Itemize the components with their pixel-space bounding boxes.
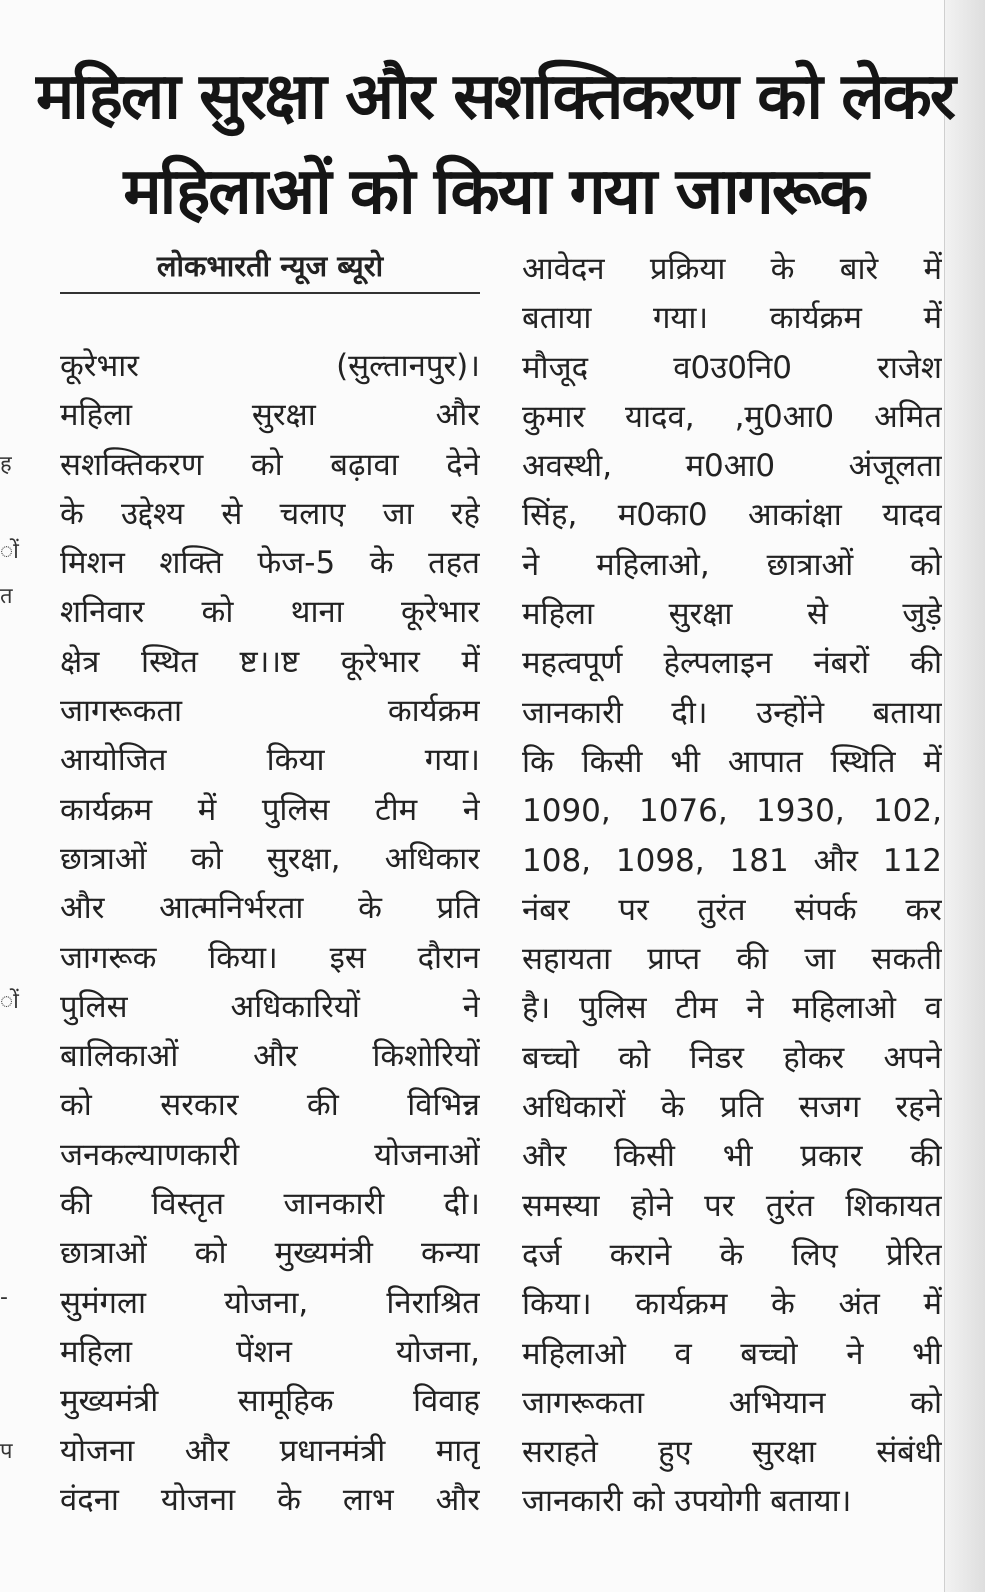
article-word: समस्या [522,1187,600,1224]
adjacent-column-fragments [0,0,22,1592]
article-column-1 [60,342,480,1525]
article-line [60,1476,480,1525]
article-word: दी। [671,694,708,731]
article-word: कार्यक्रम [60,791,153,828]
article-word: होकर [783,1039,845,1076]
article-word: अधिकारियों [230,988,360,1025]
edge-fragment: - [0,1285,8,1310]
article-word: होने [631,1187,673,1224]
article-line [60,441,480,490]
article-line [522,1280,942,1329]
article-word: बच्चो [740,1335,798,1372]
article-word: तहत [428,545,480,582]
article-word: गया। [424,742,480,779]
article-word: प्राप्त [647,941,701,978]
article-word: आकांक्षा [748,497,842,534]
article-word: को [194,1235,227,1272]
article-word: शनिवार [60,594,145,631]
article-word: के [358,890,382,927]
article-word: वंदना [60,1481,119,1518]
article-word: महत्वपूर्ण [522,645,623,682]
article-word: पर [704,1187,735,1224]
article-word: जागरूकता [60,693,183,730]
article-word: को [618,1039,651,1076]
article-word: जागरूकता [522,1384,645,1421]
article-word: से [806,596,828,633]
article-word: कार्यक्रम [635,1286,728,1323]
article-word: पेंशन [236,1333,292,1370]
article-word: कार्यक्रम [769,300,862,337]
article-word: अभियान [728,1384,826,1421]
article-word: योजना [60,1432,135,1469]
headline [30,50,960,240]
article-word: कि [522,743,554,780]
article-word: और [435,1481,480,1518]
article-word: अंजूलता [848,448,942,485]
edge-fragment: ों [0,539,19,564]
article-word: नंबरों [813,645,870,682]
article-word: की [60,1186,92,1223]
article-line [522,245,942,294]
article-word: सुरक्षा [752,1434,816,1471]
article-word: महिलाओ, [596,546,710,583]
article-word: ष्ट।।ष्ट [239,643,300,680]
article-word: निडर [689,1039,744,1076]
article-line [522,689,942,738]
article-word: और [813,842,858,879]
article-word: बालिकाओं [60,1038,179,1075]
article-word: को [910,546,942,583]
article-word: की [306,1087,339,1124]
article-word: मुख्यमंत्री [60,1383,159,1420]
article-word: पर [618,891,649,928]
article-line [522,787,942,836]
article-word: यादव, [625,398,695,435]
headline-line-1: महिला सुरक्षा और सशक्तिकरण को लेकर [36,60,954,134]
article-word: इस [329,939,366,976]
article-word: अवस्थी, [522,448,613,485]
article-word: व0उ0नि0 [673,349,792,386]
article-word: दौरान [417,939,480,976]
article-line [522,1083,942,1132]
article-word: कूरेभार [400,594,480,631]
article-word: मौजूद [522,349,589,386]
article-line [60,1377,480,1426]
article-word: हेल्पलाइन [663,645,773,682]
article-word: ने [462,988,480,1025]
article-line [522,1330,942,1379]
article-word: के [719,1236,744,1273]
article-word: कन्या [421,1235,480,1272]
article-line [60,835,480,884]
article-word: में [923,251,942,287]
article-word: विभिन्न [407,1087,480,1124]
article-word: के [771,1286,795,1323]
article-line [522,1132,942,1181]
article-word: सजग [798,1089,861,1126]
article-word: 112 [882,842,942,879]
byline: लोकभारती न्यूज ब्यूरो [156,249,384,283]
article-word: दर्ज [522,1236,562,1273]
article-word: के [770,251,795,287]
article-line [60,786,480,835]
edge-fragment: प [0,1439,13,1464]
article-word: 1930, [755,793,845,830]
edge-fragment: त [0,584,13,609]
article-word: और [522,1138,567,1175]
article-word: किया [266,742,325,779]
article-word: सुरक्षा [668,596,733,633]
article-word: मुख्यमंत्री [274,1235,373,1272]
article-word: आयोजित [60,742,167,779]
article-word: लिए [791,1236,838,1273]
article-word: में [923,743,942,780]
article-word: से [221,495,243,532]
article-word: चलाए [279,495,346,532]
article-word: राजेश [877,349,942,386]
article-word: 1090, [522,793,611,830]
article-word: सुमंगला [60,1284,146,1321]
article-word: उन्होंने [756,694,825,731]
article-word: विवाह [412,1383,480,1420]
article-word: के [60,495,84,532]
article-line [60,638,480,687]
article-word: स्थित [140,643,198,680]
article-word: किसी [581,743,643,780]
article-word: म0का0 [617,497,708,534]
article-line [522,541,942,590]
article-word: महिलाओ [792,990,896,1027]
article-line [60,1131,480,1180]
article-word: अपने [883,1039,942,1076]
article-word: कूरेभार [60,348,139,384]
article-word: को [910,1384,942,1421]
article-line [522,984,942,1033]
edge-fragment: ह [0,452,12,477]
article-word: योजना, [224,1284,309,1321]
article-word: थाना [290,594,344,631]
article-word: तुरंत [765,1187,814,1224]
article-word: सुरक्षा [251,397,316,434]
article-word: उद्देश्य [121,495,185,532]
article-word: आपात [727,743,803,780]
article-word: कूरेभार [340,643,420,680]
article-line [522,1182,942,1231]
article-line [60,1427,480,1476]
article-word: बारे [839,251,879,287]
article-word: किया। [522,1286,592,1323]
article-word: सशक्तिकरण [60,446,204,483]
article-word: ,मु0आ0 [734,398,835,435]
article-word: प्रधानमंत्री [279,1432,386,1469]
article-word: जनकल्याणकारी [60,1136,240,1173]
article-word: को [250,446,283,483]
article-line [60,1081,480,1130]
article-line [60,736,480,785]
article-word: 1076, [638,793,728,830]
article-word: अधिकार [384,840,480,877]
article-word: ने [522,546,540,583]
article-word: सामूहिक [237,1383,334,1420]
article-word: जागरूक [60,939,157,976]
article-word: जुड़े [902,596,942,633]
article-word: में [197,791,217,828]
article-word: (सुल्तानपुर)। [336,348,480,384]
article-word: की [910,645,942,682]
article-word: प्रकार [800,1138,863,1175]
article-word: गया। [652,300,709,337]
article-word: जानकारी [522,694,623,731]
article-word: संपर्क [794,891,857,928]
article-word: 181 [729,842,789,879]
article-word: भी [722,1138,753,1175]
article-word: के [660,1089,685,1126]
article-line [522,442,942,491]
article-line [60,884,480,933]
article-word: 108, [522,842,592,879]
article-line [60,342,480,391]
article-word: 1098, [615,842,705,879]
article-word: बताया [522,300,592,337]
article-line [60,1279,480,1328]
article-line [60,934,480,983]
article-word: विस्तृत [151,1186,224,1223]
article-line [522,1034,942,1083]
article-word: महिला [60,397,133,434]
article-word: रहने [895,1089,942,1126]
article-line [60,1229,480,1278]
article-line: जानकारी को उपयोगी बताया। [522,1483,852,1520]
article-word: सकती [871,941,942,978]
article-line [60,1328,480,1377]
article-word: भी [912,1335,942,1372]
article-word: निराश्रित [386,1284,480,1321]
article-line [60,1180,480,1229]
article-word: नंबर [522,891,570,928]
article-word: भी [670,743,701,780]
article-word: को [201,594,234,631]
article-word: में [461,643,480,680]
article-word: महिलाओ [522,1335,626,1372]
article-word: को [60,1087,92,1124]
article-word: सराहते [522,1434,598,1471]
article-line [522,294,942,343]
article-line [60,391,480,440]
article-word: सहायता [522,941,612,978]
article-word: बढ़ावा [330,446,399,483]
article-word: के [277,1481,301,1518]
article-word: छात्राओं [766,546,854,583]
article-word: यादव [882,497,942,534]
edge-fragment: ों [0,989,19,1014]
article-line [522,738,942,787]
article-word: प्रति [436,890,480,927]
article-line [60,983,480,1032]
article-word: मिशन [60,545,125,582]
article-word: सिंह, [522,497,578,534]
article-word: किसी [614,1138,675,1175]
article-line [522,491,942,540]
article-word: पुलिस [60,988,128,1025]
article-word: और [184,1432,230,1469]
article-word: देने [446,446,480,483]
article-word: कुमार [522,398,586,435]
article-word: किया। [208,939,278,976]
article-word: म0आ0 [685,448,776,485]
article-word: कार्यक्रम [387,693,480,730]
article-word: टीम [675,990,718,1027]
article-word: रहे [450,495,480,532]
article-word: आवेदन [522,251,605,287]
article-word: दी। [443,1186,480,1223]
article-word: कर [905,891,942,928]
article-word: ने [846,1335,864,1372]
article-word: ने [746,990,764,1027]
article-word: क्षेत्र [60,643,100,680]
article-word: पुलिस [578,990,647,1027]
article-word: और [435,397,480,434]
article-line [522,393,942,442]
article-word: अंत [838,1286,880,1323]
article-line [522,590,942,639]
article-word: प्रक्रिया [649,251,726,287]
article-line [522,1379,942,1428]
article-word: फेज-5 [257,545,336,582]
article-word: सुरक्षा, [266,840,341,877]
article-word: बताया [872,694,942,731]
article-word: प्रति [719,1089,764,1126]
article-line [522,886,942,935]
article-word: शिकायत [845,1187,942,1224]
article-line [522,837,942,886]
article-word: की [736,941,769,978]
article-line [522,1231,942,1280]
article-word: की [910,1138,942,1175]
article-word: को [190,840,223,877]
article-word: जानकारी [283,1186,385,1223]
article-line [522,344,942,393]
article-line [60,490,480,539]
article-word: सरकार [160,1087,239,1124]
article-word: है। [522,990,551,1027]
article-line [60,1032,480,1081]
article-word: आत्मनिर्भरता [159,890,304,927]
article-word: जा [804,941,836,978]
byline-rule [60,292,480,294]
article-word: कराने [609,1236,672,1273]
article-word: शक्ति [159,545,223,582]
article-line [522,639,942,688]
article-word: व [674,1335,692,1372]
article-word: 102, [872,793,942,830]
article-word: छात्राओं [60,1235,147,1272]
article-line [60,687,480,736]
article-word: बच्चो [522,1039,580,1076]
article-word: छात्राओं [60,840,147,877]
article-word: संबंधी [876,1434,942,1471]
article-word: और [60,890,105,927]
article-word: हुए [658,1434,692,1471]
article-word: स्थिति [830,743,896,780]
article-word: में [923,300,942,337]
article-word: ने [462,791,480,828]
article-word: तुरंत [697,891,746,928]
article-word: अधिकारों [522,1089,626,1126]
article-word: टीम [374,791,418,828]
article-word: जा [382,495,414,532]
article-word: व [924,990,942,1027]
article-line [60,588,480,637]
headline-line-2: महिलाओं को किया गया जागरूक [123,155,867,229]
article-word: योजना [160,1481,236,1518]
article-word: और [253,1038,298,1075]
article-word: मातृ [435,1432,480,1469]
article-word: किशोरियों [372,1038,480,1075]
article-word: प्रेरित [885,1236,942,1273]
article-word: अमित [874,398,942,435]
article-word: के [369,545,394,582]
article-word: महिला [60,1333,133,1370]
article-word: लाभ [342,1481,394,1518]
article-line [522,1428,942,1477]
article-word: योजना, [395,1333,480,1370]
article-line [60,539,480,588]
article-word: महिला [522,596,595,633]
article-word: में [923,1286,942,1323]
article-word: योजनाओं [374,1136,480,1173]
article-line [522,935,942,984]
article-word: पुलिस [261,791,330,828]
article-column-2 [522,245,942,1527]
